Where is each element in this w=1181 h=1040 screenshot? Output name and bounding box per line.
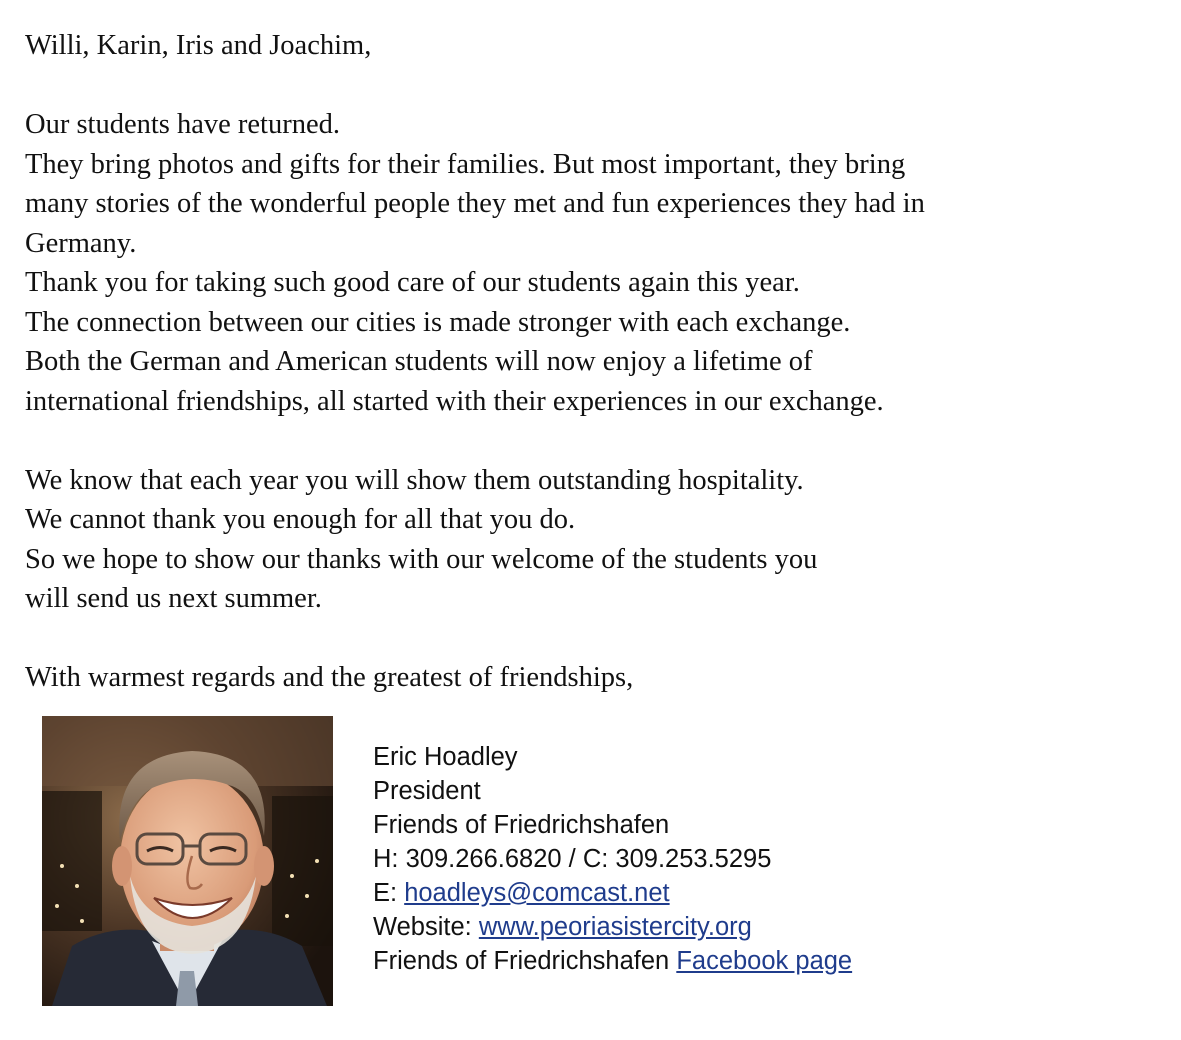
facebook-prefix: Friends of Friedrichshafen [373, 947, 677, 975]
signature-name: Eric Hoadley [373, 743, 518, 771]
paragraph-1-line-7: Both the German and American students will now enjoy a lifetime of [25, 346, 813, 377]
portrait-photo [42, 716, 333, 1006]
signature-website-line [373, 910, 852, 944]
paragraph-2-line-3: So we hope to show our thanks with our welcome of the students you [25, 543, 818, 575]
signature-title: President [373, 777, 481, 805]
closing: With warmest regards and the greatest of friendships, [25, 662, 634, 693]
paragraph-1-line-8: international friendships, all started with their experiences in our exchange. [25, 385, 884, 417]
email-link[interactable]: hoadleys@comcast.net [404, 879, 670, 907]
email-signature [373, 740, 852, 978]
signature-phones: H: 309.266.6820 / C: 309.253.5295 [373, 845, 772, 873]
salutation: Willi, Karin, Iris and Joachim, [25, 30, 372, 61]
signature-organization: Friends of Friedrichshafen [373, 811, 670, 839]
facebook-link[interactable]: Facebook page [676, 947, 853, 975]
paragraph-2-line-1: We know that each year you will show them outstanding hospitality. [25, 464, 804, 496]
signature-facebook-line [373, 944, 852, 978]
website-link[interactable]: www.peoriasistercity.org [478, 913, 752, 941]
paragraph-1-line-5: Thank you for taking such good care of our students again this year. [25, 267, 800, 298]
paragraph-1-line-3: many stories of the wonderful people they met and fun experiences they had in [25, 188, 925, 219]
paragraph-gap [25, 66, 1165, 106]
paragraph-gap [25, 421, 1165, 461]
paragraph-1-line-6: The connection between our cities is made stronger with each exchange. [25, 306, 851, 338]
paragraph-gap [25, 619, 1165, 659]
paragraph-1-line-1: Our students have returned. [25, 109, 340, 140]
signature-email-line [373, 876, 852, 910]
paragraph-2-line-4: will send us next summer. [25, 583, 322, 614]
paragraph-1-line-2: They bring photos and gifts for their families. But most important, they bring [25, 148, 906, 180]
letter-body [25, 26, 1165, 698]
website-label: Website: [373, 913, 479, 941]
paragraph-1-line-4: Germany. [25, 227, 137, 259]
email-label: E: [373, 879, 405, 907]
paragraph-2-line-2: We cannot thank you enough for all that you do. [25, 504, 576, 535]
